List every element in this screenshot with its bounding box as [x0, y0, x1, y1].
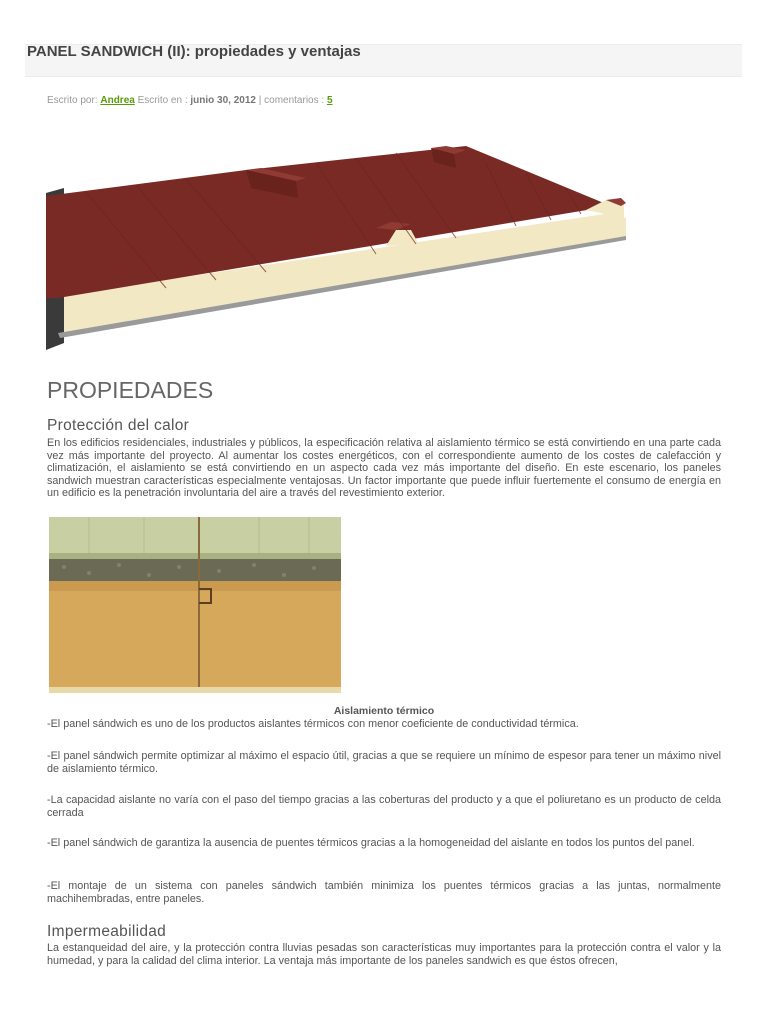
photo-caption: Aislamiento térmico	[333, 705, 435, 717]
thermal-point-3: -La capacidad aislante no varía con el paso del tiempo gracias a las coberturas del producto y a que el poliuretano es un producto de celda cerrada	[47, 794, 721, 819]
heat-paragraph: En los edificios residenciales, industriales y públicos, la especificación relativa al aislamiento térmico se está convirtiendo en una parte cada vez más importante del proyecto. Al aumentar los costes energéticos, con el correspondiente aumento de los costes de calefacción y climatización, el aislamiento se está convirtiendo en un aspecto cada vez más importante del diseño. En este escenario, los paneles sandwich muestran características especialmente ventajosas. Un factor importante que puede influir fuertemente el consumo de energía en un edificio es la penetración involuntaria del aire a través del revestimiento exterior.	[47, 437, 721, 499]
thermal-point-4: -El panel sándwich de garantiza la ausencia de puentes térmicos gracias a la homogeneidad del aislante en todos los puntos del panel.	[47, 837, 695, 849]
heading-heat-protection: Protección del calor	[47, 417, 190, 434]
thermal-insulation-photo	[49, 517, 341, 693]
thermal-point-5: -El montaje de un sistema con paneles sándwich también minimiza los puentes térmicos gracias a las juntas, normalmente machihembradas, entre paneles.	[47, 880, 721, 905]
article-meta	[47, 95, 333, 106]
sandwich-panel-image	[46, 118, 626, 368]
thermal-point-2: -El panel sándwich permite optimizar al máximo el espacio útil, gracias a que se requiere un mínimo de espesor para tener un máximo nivel de aislamiento térmico.	[47, 750, 721, 775]
article-title: PANEL SANDWICH (II): propiedades y ventajas	[27, 43, 361, 60]
heading-waterproofing: Impermeabilidad	[47, 923, 167, 940]
post-date: junio 30, 2012	[190, 95, 256, 106]
comments-count-link[interactable]: 5	[326, 95, 333, 106]
thermal-point-1: -El panel sándwich es uno de los productos aislantes térmicos con menor coeficiente de conductividad térmica.	[47, 718, 579, 730]
written-by-label: Escrito por:	[47, 95, 101, 106]
author-link[interactable]: Andrea	[100, 95, 135, 106]
written-on-label: Escrito en :	[134, 95, 191, 106]
comments-label: | comentarios :	[255, 95, 327, 106]
section-title-propiedades: PROPIEDADES	[47, 377, 214, 403]
waterproofing-paragraph: La estanqueidad del aire, y la protección contra lluvias pesadas son características muy importantes para la protección contra el valor y la humedad, y para la calidad del clima interior. La ventaja más importante de los paneles sandwich es que éstos ofrecen,	[47, 942, 721, 967]
